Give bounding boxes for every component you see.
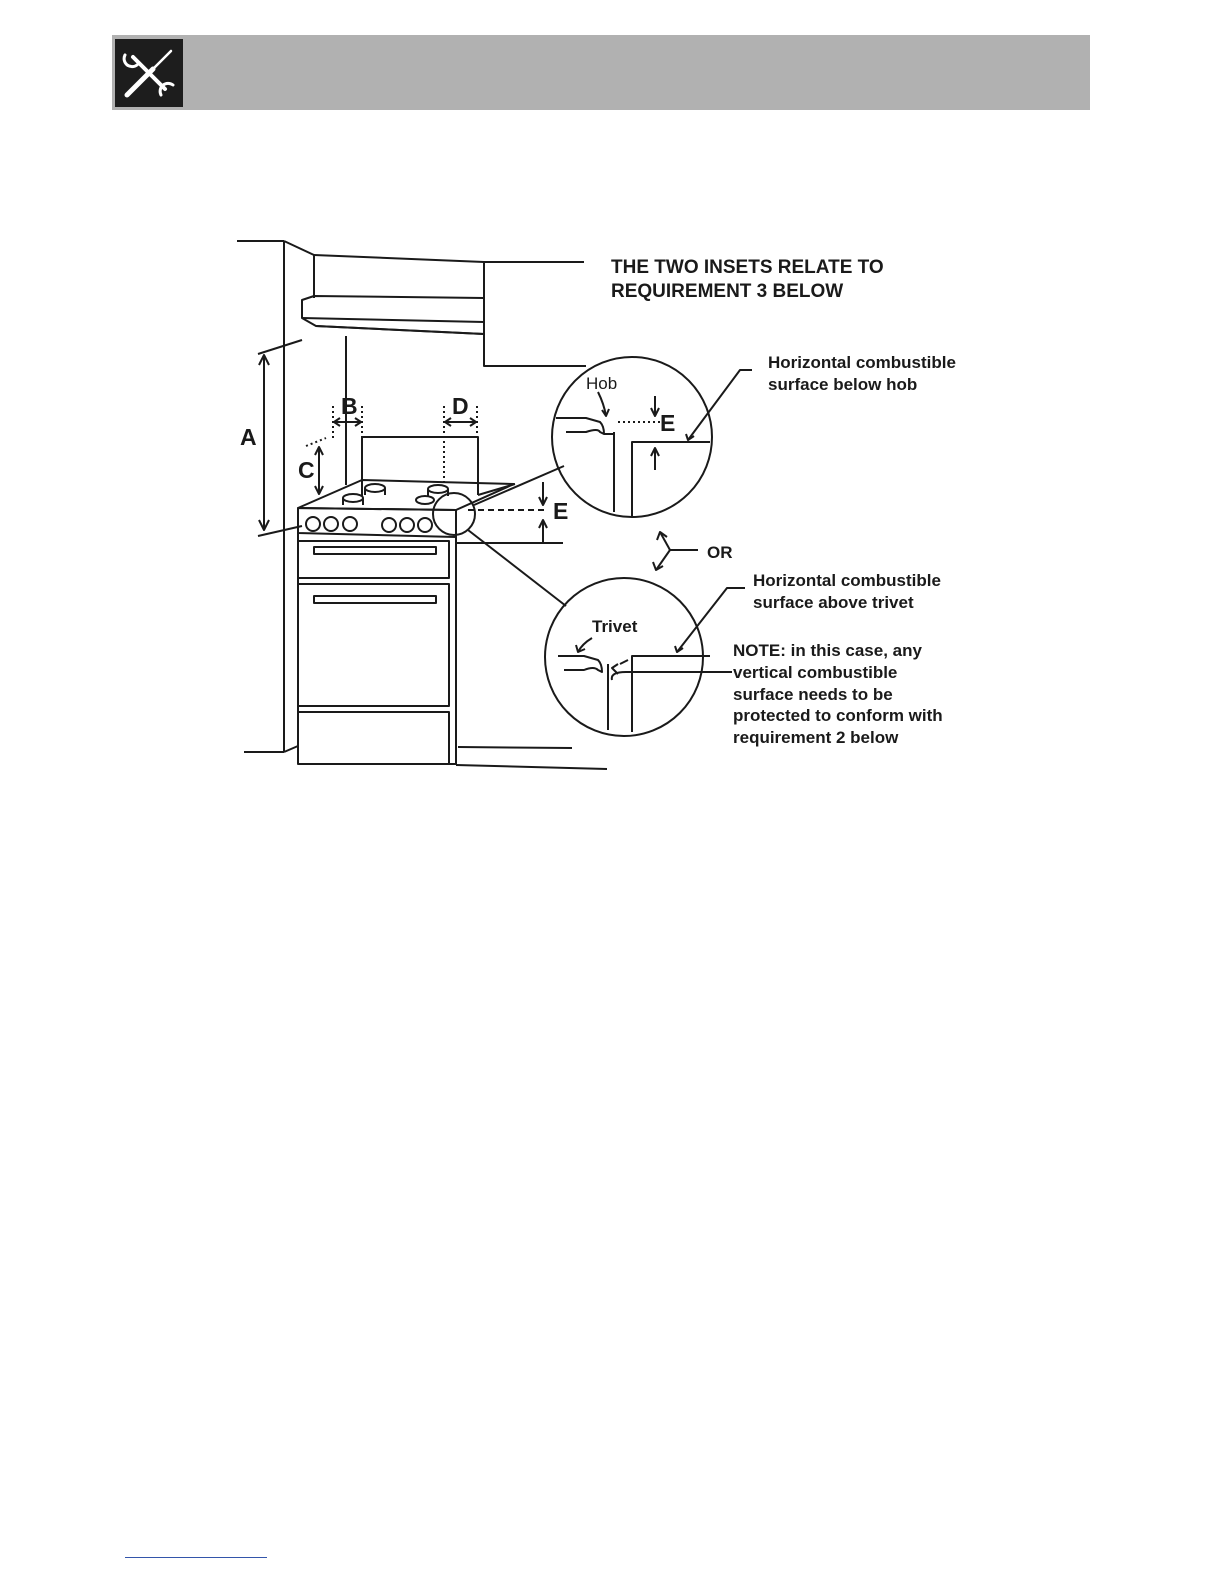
- callout-below-hob-line2: surface below hob: [768, 375, 918, 394]
- callout-above-trivet-line1: Horizontal combustible: [753, 571, 941, 590]
- inset-dimension-e-label: E: [660, 410, 676, 436]
- note-line5: requirement 2 below: [733, 728, 899, 747]
- or-label: OR: [707, 543, 733, 562]
- dimension-c-label: C: [298, 457, 315, 483]
- note-line1: NOTE: in this case, any: [733, 641, 922, 660]
- hob-label: Hob: [586, 374, 618, 393]
- callout-below-hob-line1: Horizontal combustible: [768, 353, 956, 372]
- note-line3: surface needs to be: [733, 685, 893, 704]
- diagram-heading-line1: THE TWO INSETS RELATE TO: [611, 257, 884, 278]
- note-line4: protected to conform with: [733, 706, 943, 725]
- callout-above-trivet-line2: surface above trivet: [753, 593, 914, 612]
- note-line2: vertical combustible: [733, 663, 898, 682]
- trivet-label: Trivet: [592, 617, 638, 636]
- dimension-b-label: B: [341, 393, 358, 419]
- footer-rule: [125, 1557, 267, 1558]
- diagram-heading-line2: REQUIREMENT 3 BELOW: [611, 281, 844, 302]
- dimension-a-label: A: [240, 424, 257, 450]
- dimension-e-label: E: [553, 498, 569, 524]
- dimension-d-label: D: [452, 393, 469, 419]
